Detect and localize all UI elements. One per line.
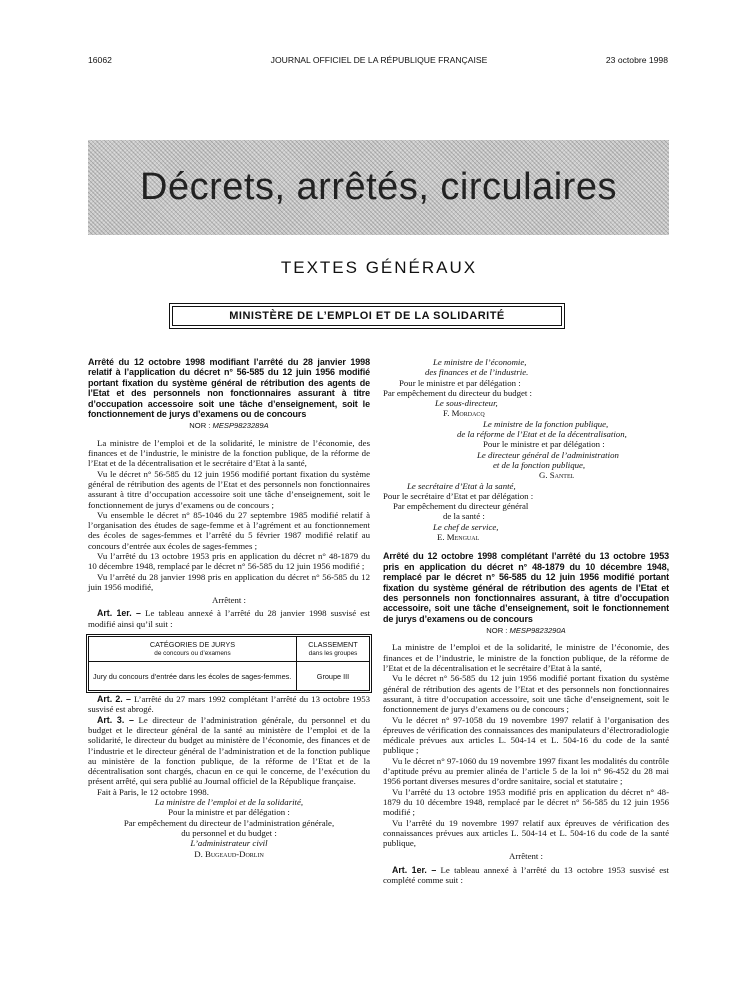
signatory-name: G. Santel: [539, 470, 575, 481]
article-1-text: Le tableau annexé à l’arrêté du 13 octobre 1953 susvisé est complété comme suit :: [383, 864, 669, 886]
article-1-label: Art. 1er. –: [97, 608, 141, 619]
signatory-name: F. Mordacq: [443, 408, 485, 419]
ministry-heading: MINISTÈRE DE L’EMPLOI ET DE LA SOLIDARITÉ: [172, 306, 562, 326]
visa-paragraph: Vu l’arrêté du 28 janvier 1998 pris en application du décret n° 56-585 du 12 juin 1956 modifié,: [88, 571, 370, 592]
right-column: [383, 357, 669, 885]
page-header: [88, 55, 670, 69]
article-1-text: Le tableau annexé à l’arrêté du 28 janvier 1998 susvisé est modifié ainsi qu’il suit :: [88, 608, 370, 629]
done-at: Fait à Paris, le 12 octobre 1998.: [97, 786, 209, 797]
preamble-paragraph: La ministre de l’emploi et de la solidarité, le ministre de l’économie, des finances et de l’industrie, le ministre de la fonction publique, de la réforme de l’Etat et de la décentralisation et le secrétaire d’Etat à la santé,: [383, 642, 669, 674]
visa-paragraph: Vu l’arrêté du 13 octobre 1953 pris en application du décret n° 48-1879 du 10 décembre 1948, remplacé par le décret n° 56-585 du 12 juin 1956 modifié ;: [88, 551, 370, 572]
signatory-role: La ministre de l’emploi et de la solidarité,: [154, 797, 304, 808]
journal-title: JOURNAL OFFICIEL DE LA RÉPUBLIQUE FRANÇAISE: [270, 55, 488, 65]
left-column: [88, 357, 370, 859]
signatory-name: D. Bugeaud-Dorlin: [194, 848, 264, 859]
table-row: [89, 662, 370, 691]
decree-title: Arrêté du 12 octobre 1998 complétant l’arrêté du 13 octobre 1953 pris en application du décret n° 48-1879 du 10 décembre 1948, remplacé par le décret n° 56-585 du 12 juin 1956 modifié portant fixation du système général de rétribution des agents de l’Etat et des personnels non fonctionnaires assurant, à titre d’occupation accessoire, soit une tâche d’enseignement, soit le fonctionnement de jurys d’examens ou de concours: [383, 551, 669, 624]
signatory-name: E. Mengual: [437, 532, 480, 543]
table-header-row: [89, 637, 370, 662]
visa-paragraph: Vu ensemble le décret n° 85-1046 du 27 septembre 1985 modifié relatif à l’organisation des études de sage-femme et à l’agrément et au fonctionnement des écoles de sages-femmes et l’arrêté du 5 février 1987 modifié relatif au concours d’entrée aux écoles de sages-femmes ;: [88, 509, 370, 551]
article-2-text: L’arrêté du 27 mars 1992 complétant l’arrêté du 13 octobre 1953 susvisé est abrogé.: [88, 694, 370, 715]
visa-paragraph: Vu le décret n° 56-585 du 12 juin 1956 modifié portant fixation du système général de rétribution des agents de l’Etat et des personnels non fonctionnaires assurant, à titre d’occupation accessoire, soit une tâche d’enseignement, soit le fonctionnement de jurys d’examens ou de concours ;: [383, 673, 669, 715]
article-3-text: Le directeur de l’administration générale, du personnel et du budget et le directeur général de la santé au ministère de l’emploi et de la solidarité, le directeur du budget au ministère de l’économie, des finances et de l’industrie et le directeur général de l’administration et de la fonction publique au ministère de la fonction publique, de la réforme de l’Etat et de la décentralisation sont chargés, chacun en ce qui le concerne, de l’exécution du présent arrêté, qui sera publié au Journal officiel de la République française.: [88, 714, 370, 787]
preamble-paragraph: La ministre de l’emploi et de la solidarité, le ministre de l’économie, des finances et de l’industrie, le ministre de la fonction publique, de la réforme de l’Etat et de la décentralisation et le secrétaire d’Etat à la santé,: [88, 437, 370, 469]
signatory-title-2: et de la fonction publique,: [493, 459, 586, 470]
signatory-title: Le chef de service,: [433, 521, 499, 532]
signatory-empechement: Par empêchement du directeur du budget :: [383, 387, 533, 398]
signatory-delegation: Pour le ministre et par délégation :: [399, 377, 521, 388]
table-header-category: [89, 637, 297, 662]
nor-label: NOR :: [486, 626, 508, 636]
visa-paragraph: Vu le décret n° 97-1058 du 19 novembre 1997 relatif à l’organisation des épreuves de vérification des connaissances des manipulateurs d’électroradiologie médicale prévues aux articles L. 504-14 et L. 504-16 du code de la santé publique ;: [383, 714, 669, 756]
nor-reference: [383, 626, 669, 636]
signatory-role-2: de la réforme de l’Etat et de la décentralisation,: [457, 429, 627, 440]
signatory-title: L’administrateur civil: [190, 838, 268, 849]
signatory-role-2: des finances et de l’industrie.: [425, 367, 529, 378]
nor-label: NOR :: [189, 421, 211, 431]
nor-code: MESP9823289A: [212, 421, 269, 431]
article-2-label: Art. 2. –: [97, 694, 131, 705]
category-header: CATÉGORIES DE JURYS: [149, 640, 236, 650]
article-1-label: Art. 1er. –: [392, 864, 437, 875]
issue-date: 23 octobre 1998: [605, 55, 668, 65]
section-heading: TEXTES GÉNÉRAUX: [280, 258, 478, 277]
category-subheader: de concours ou d’examens: [154, 650, 231, 658]
rubric-banner: [88, 140, 669, 235]
nor-reference: [88, 421, 370, 431]
visa-paragraph: Vu l’arrêté du 19 novembre 1997 relatif aux épreuves de vérification des connaissances prévues aux articles L. 504-14 et L. 504-16 du code de la santé publique,: [383, 817, 669, 849]
signatory-delegation: Pour la ministre et par délégation :: [168, 807, 290, 818]
article-3: [88, 715, 370, 787]
page-number: 16062: [88, 55, 112, 65]
article-2: [88, 694, 370, 715]
visa-paragraph: Vu l’arrêté du 13 octobre 1953 modifié pris en application du décret n° 48-1879 du 10 décembre 1948, remplacé par le décret n° 56-585 du 12 juin 1956 modifié ;: [383, 786, 669, 818]
article-1: [383, 865, 669, 886]
group-subheader: dans les groupes: [308, 650, 358, 658]
signatory-role: Le ministre de la fonction publique,: [483, 418, 609, 429]
article-3-label: Art. 3. –: [97, 714, 134, 725]
article-1: [88, 608, 370, 629]
signatory-delegation: Pour le ministre et par délégation :: [483, 439, 605, 450]
table-cell-group: Groupe III: [297, 662, 370, 691]
jury-table: [88, 636, 370, 691]
group-header: CLASSEMENT: [308, 640, 358, 650]
table-cell-category: Jury du concours d’entrée dans les écoles de sages-femmes.: [89, 662, 297, 691]
arretent-label: Arrêtent :: [212, 595, 246, 606]
table-header-group: [297, 637, 370, 662]
signatory-title: Le sous-directeur,: [435, 398, 498, 409]
nor-code: MESP9823290A: [509, 626, 566, 636]
signatory-title: Le directeur général de l’administration: [477, 449, 619, 460]
visa-paragraph: Vu le décret n° 56-585 du 12 juin 1956 modifié portant fixation du système général de rétribution des agents de l’Etat et des personnels non fonctionnaires assurant à titre d’occupation accessoire soit une tâche d’enseignement, soit le fonctionnement de jurys d’examens ou de concours ;: [88, 468, 370, 510]
signatory-role: Le secrétaire d’Etat à la santé,: [407, 480, 516, 491]
signatory-role: Le ministre de l’économie,: [433, 357, 527, 367]
visa-paragraph: Vu le décret n° 97-1060 du 19 novembre 1997 fixant les modalités du contrôle d’aptitude prévu au premier alinéa de l’article 5 de la loi n° 96-452 du 28 mai 1956 portant diverses mesures d’ordre sanitaire, social et statutaire ;: [383, 755, 669, 787]
signatory-delegation: Pour le secrétaire d’Etat et par délégation :: [383, 490, 534, 501]
signatory-empechement-2: de la santé :: [443, 511, 485, 522]
arretent-label: Arrêtent :: [509, 851, 543, 862]
decree-title: Arrêté du 12 octobre 1998 modifiant l’arrêté du 28 janvier 1998 relatif à l’application du décret n° 56-585 du 12 juin 1956 modifié portant fixation du système général de rétribution des agents de l’Etat et des personnels non fonctionnaires assurant à titre d’occupation accessoire soit une tâche d’enseignement, soit le fonctionnement de jurys d’examens ou de concours: [88, 357, 370, 420]
signatory-empechement: Par empêchement du directeur général: [393, 501, 529, 512]
banner-title: Décrets, arrêtés, circulaires: [140, 166, 617, 208]
signatory-empechement-2: du personnel et du budget :: [181, 827, 277, 838]
signatory-empechement: Par empêchement du directeur de l’administration générale,: [123, 817, 335, 828]
